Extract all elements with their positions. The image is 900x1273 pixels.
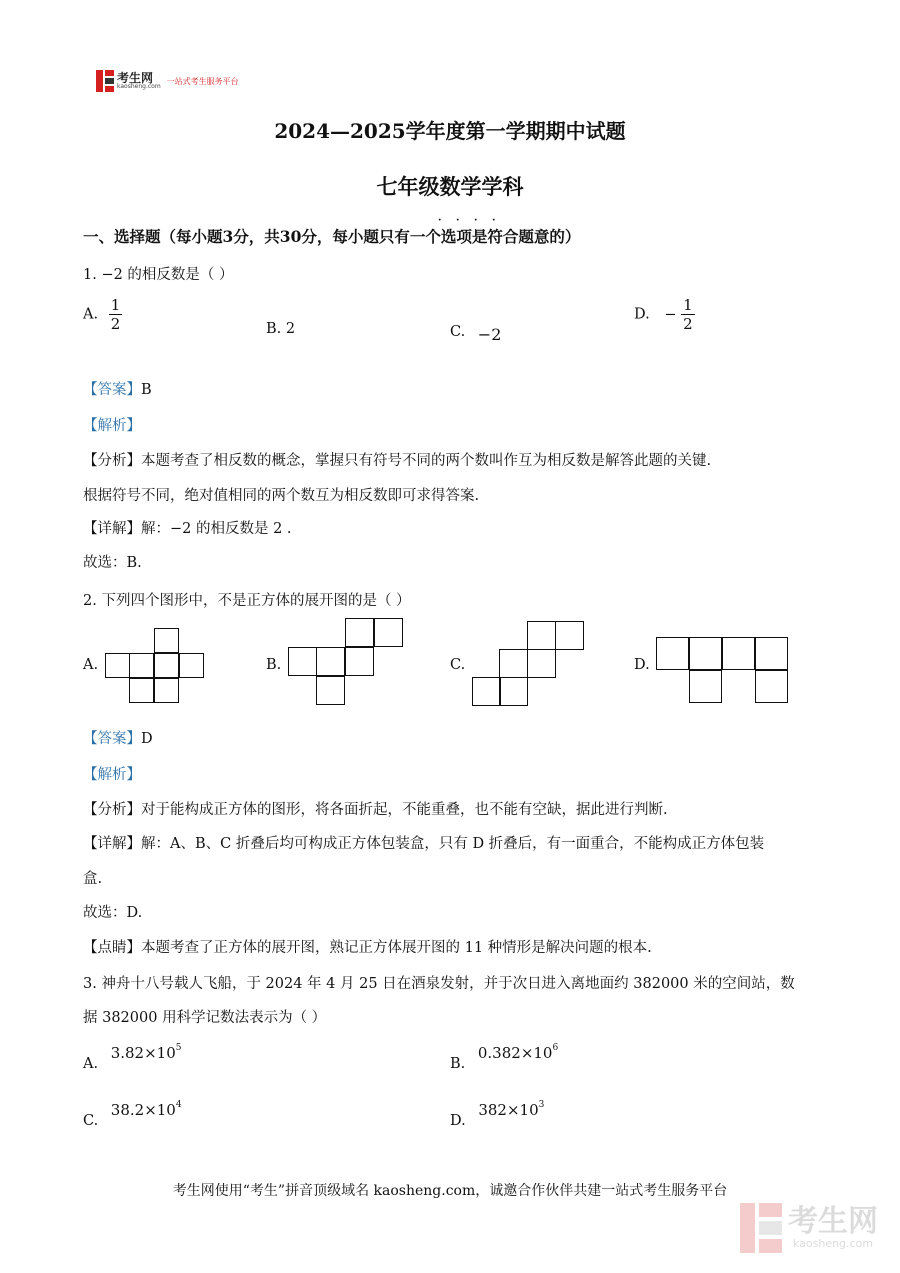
header-logo	[96, 70, 239, 92]
q1-d-numerator: 1	[683, 296, 693, 314]
q2-fenxi: 【分析】对于能构成正方体的图形，将各面折起，不能重叠，也不能有空缺，据此进行判断.	[83, 802, 668, 818]
q1-fenxi: 【分析】本题考查了相反数的概念，掌握只有符号不同的两个数叫作互为相反数是解答此题的关键.	[83, 453, 712, 469]
q1-answer: 【答案】B	[83, 382, 152, 398]
q2-net-b	[288, 618, 404, 706]
q1-option-c: C. −2	[450, 324, 502, 344]
q3-stem: 3. 神舟十八号载人飞船，于 2024 年 4 月 25 日在酒泉发射，并于次日进入离地面约 382000 米的空间站，数	[83, 976, 795, 992]
q2-option-a-label: A.	[83, 657, 99, 673]
logo-text	[117, 72, 161, 90]
q1-d-denominator: 2	[683, 315, 693, 333]
q1-a-denominator: 2	[110, 315, 121, 333]
q2-choose: 故选：D.	[83, 905, 143, 921]
q1-option-a: A. $\frac{1}{2}$	[83, 296, 121, 333]
q1-detail: 【详解】解：−2 的相反数是 2 .	[83, 521, 292, 537]
q3-option-c: C. $38.2\times 10^4$	[83, 1100, 182, 1129]
q3-stem-2: 据 382000 用科学记数法表示为（ ）	[83, 1010, 327, 1026]
q1-analysis-tag: 【解析】	[83, 418, 141, 434]
q2-net-a	[105, 628, 207, 706]
q1-a-numerator: 1	[110, 296, 121, 314]
q2-option-c-label: C.	[450, 657, 466, 673]
q2-answer: 【答案】D	[83, 731, 153, 747]
watermark-name: 考生网	[788, 1203, 878, 1239]
q2-net-c	[472, 621, 584, 706]
exam-title: 2024—2025学年度第一学期期中试题	[274, 119, 626, 143]
q2-stem: 2. 下列四个图形中，不是正方体的展开图的是（ ）	[83, 593, 411, 609]
logo-domain: kaosheng.com	[117, 83, 161, 90]
section-heading-text: 一、选择题（每小题3分，共30分，每小题只有一个选项是符合题意的）	[83, 227, 581, 246]
logo-name: 考生网	[117, 71, 154, 85]
q2-option-b-label: B.	[266, 657, 282, 673]
q1-option-d: D. − $\frac{1}{2}$	[634, 296, 693, 333]
q1-stem: 1. −2 的相反数是（ ）	[83, 267, 234, 283]
q2-detail: 【详解】解：A、B、C 折叠后均可构成正方体包装盒，只有 D 折叠后，有一面重合，不能构成正方体包装	[83, 836, 765, 852]
q2-option-d-label: D.	[634, 657, 650, 673]
q3-option-d: D. $382\times 10^3$	[450, 1100, 545, 1129]
section-heading: 一、选择题（每小题3分，共30分，每小题只有一个选项是符合题意的） · · · ·	[83, 215, 581, 246]
q2-comment: 【点睛】本题考查了正方体的展开图，熟记正方体展开图的 11 种情形是解决问题的根本.	[83, 940, 652, 956]
q3-option-b: B. $0.382\times 10^6$	[450, 1043, 559, 1072]
q2-net-d	[656, 637, 790, 705]
watermark-domain: kaosheng.com	[792, 1236, 874, 1250]
watermark-logo	[740, 1203, 878, 1253]
watermark-mark-icon	[740, 1203, 782, 1253]
q1-choose: 故选：B.	[83, 555, 142, 571]
logo-slogan: 一站式考生服务平台	[166, 76, 239, 86]
q2-detail-2: 盒.	[83, 871, 103, 887]
q1-option-b: B. 2	[266, 321, 296, 337]
q1-fenxi-2: 根据符号不同，绝对值相同的两个数互为相反数即可求得答案.	[83, 488, 480, 504]
subject-title: 七年级数学学科	[376, 174, 524, 199]
logo-mark-icon	[96, 70, 114, 92]
page-footer: 考生网使用“考生”拼音顶级域名 kaosheng.com，诚邀合作伙伴共建一站式考生服务平台	[172, 1183, 728, 1199]
q2-analysis-tag: 【解析】	[83, 767, 141, 783]
q3-option-a: A. $3.82\times 10^5$	[83, 1043, 182, 1072]
